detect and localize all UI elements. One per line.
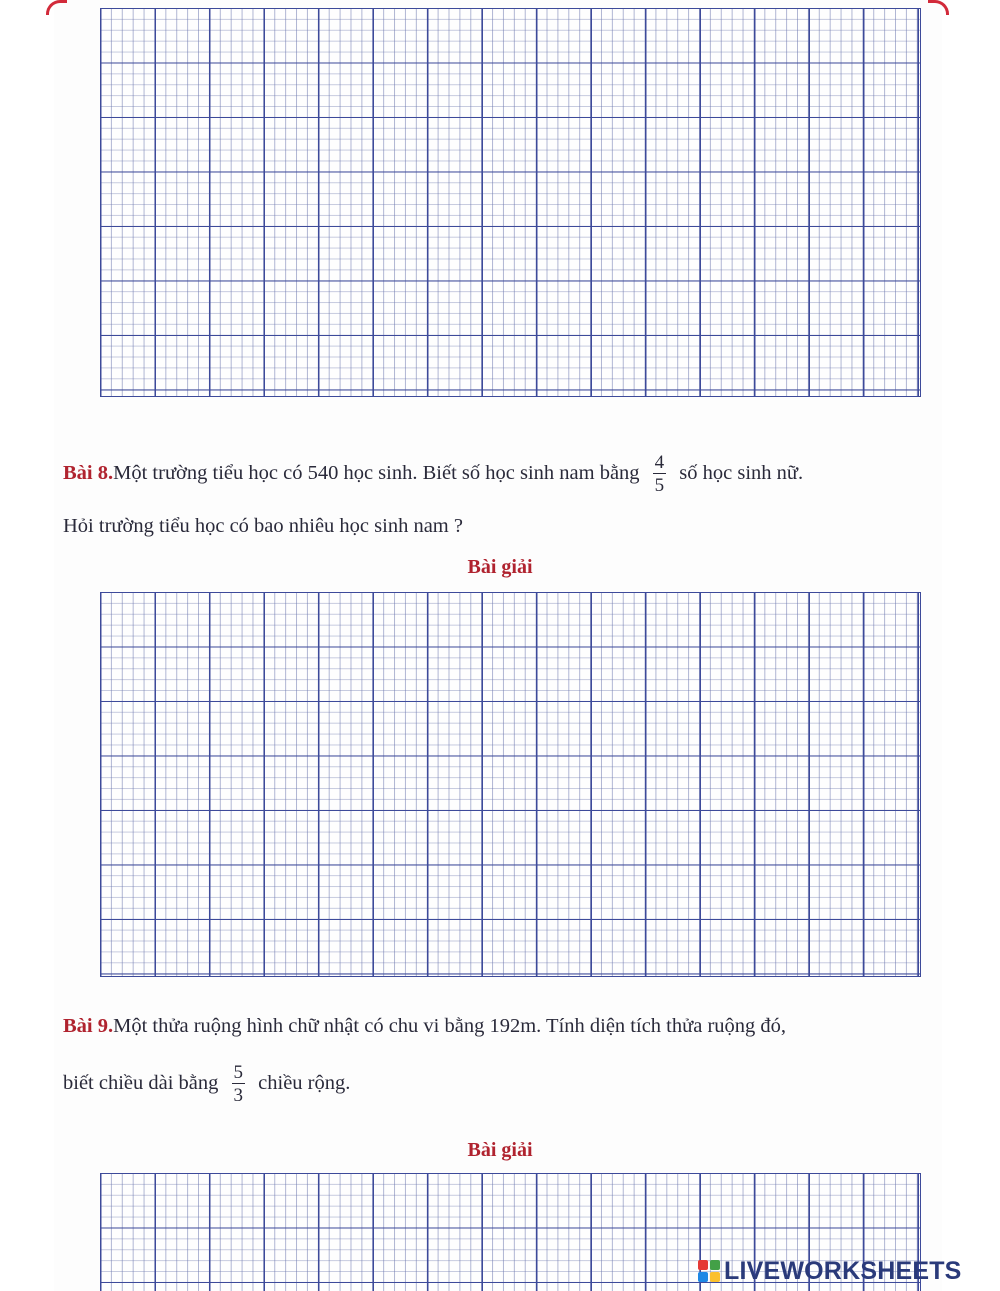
liveworksheets-logo <box>698 1256 962 1286</box>
liveworksheets-icon <box>698 1260 720 1282</box>
problem-9-text-end: chiều rộng. <box>258 1072 351 1095</box>
solution-8-heading: Bài giải <box>467 556 533 578</box>
problem-9-text: Một thửa ruộng hình chữ nhật có chu vi bằng 192m. Tính diện tích thửa ruộng đó, <box>113 1015 787 1037</box>
answer-grid-problem-8[interactable] <box>100 592 921 977</box>
page-border-corner-left <box>46 0 67 15</box>
problem-8-line-1 <box>63 453 803 496</box>
problem-9-fraction <box>232 1063 246 1106</box>
liveworksheets-wordmark: LIVEWORKSHEETS <box>724 1256 962 1285</box>
problem-8-text: Một trường tiểu học có 540 học sinh. Biết số học sinh nam bằng <box>113 462 640 485</box>
fraction-numerator: 5 <box>233 1062 244 1083</box>
problem-8-line-2: Hỏi trường tiểu học có bao nhiêu học sinh nam ? <box>63 515 463 537</box>
problem-9-line-2 <box>63 1063 350 1106</box>
page-border-corner-right <box>928 0 949 15</box>
problem-9-label: Bài 9. <box>63 1015 114 1037</box>
fraction-denominator: 5 <box>654 474 665 496</box>
problem-9-line-1 <box>63 1016 786 1037</box>
problem-8-text-end: số học sinh nữ. <box>679 462 804 485</box>
fraction-numerator: 4 <box>654 452 665 473</box>
answer-grid-previous[interactable] <box>100 8 921 397</box>
problem-8-fraction <box>653 453 667 496</box>
solution-9-heading: Bài giải <box>467 1139 533 1161</box>
fraction-denominator: 3 <box>233 1084 244 1106</box>
problem-8-label: Bài 8. <box>63 462 114 485</box>
problem-9-text-2: biết chiều dài bằng <box>63 1072 219 1095</box>
